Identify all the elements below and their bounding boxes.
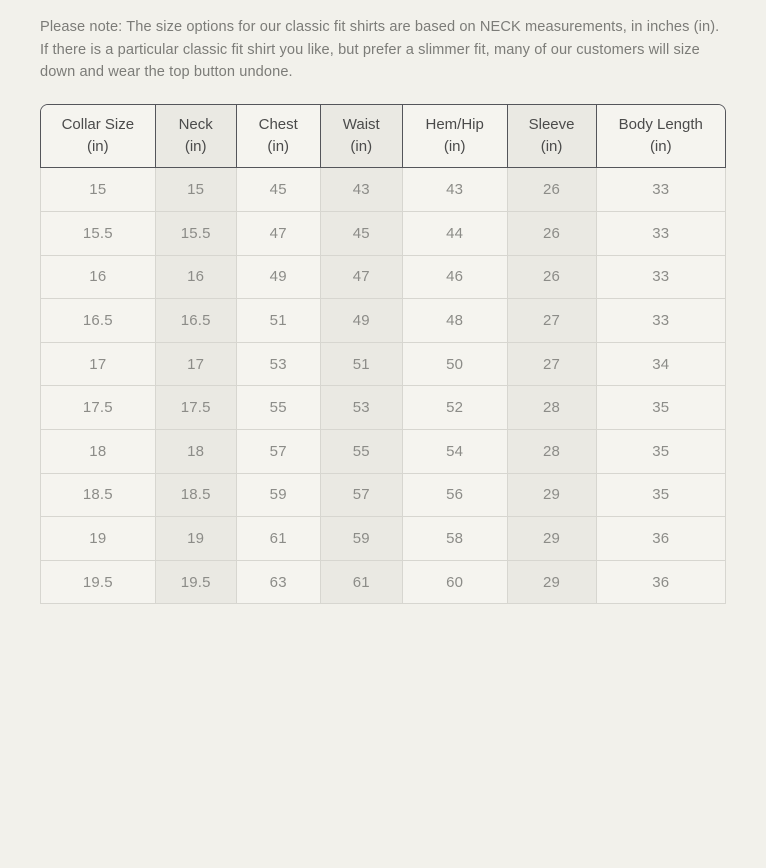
table-row (41, 255, 725, 299)
table-cell: 49 (237, 256, 321, 299)
table-cell: 35 (597, 386, 725, 429)
column-label: Chest (258, 115, 298, 133)
table-cell: 53 (237, 343, 321, 386)
column-unit: (in) (86, 137, 109, 155)
table-row (41, 516, 725, 560)
table-cell: 56 (403, 474, 508, 517)
table-cell: 36 (597, 517, 725, 560)
table-cell: 43 (321, 168, 403, 212)
table-cell: 33 (597, 299, 725, 342)
table-cell: 54 (403, 430, 508, 473)
table-cell: 19.5 (41, 561, 156, 604)
size-chart-table (40, 104, 726, 605)
column-unit: (in) (184, 137, 207, 155)
column-label: Sleeve (528, 115, 575, 133)
table-cell: 34 (597, 343, 725, 386)
table-cell: 26 (508, 212, 597, 255)
column-unit: (in) (267, 137, 290, 155)
column-label: Waist (342, 115, 380, 133)
table-cell: 15 (156, 168, 237, 212)
table-cell: 45 (237, 168, 321, 212)
table-cell: 47 (321, 256, 403, 299)
table-cell: 58 (403, 517, 508, 560)
column-header-waist (321, 105, 403, 167)
table-cell: 26 (508, 168, 597, 212)
table-cell: 28 (508, 386, 597, 429)
table-cell: 18.5 (41, 474, 156, 517)
table-cell: 18.5 (156, 474, 237, 517)
table-cell: 44 (403, 212, 508, 255)
table-cell: 27 (508, 343, 597, 386)
table-cell: 29 (508, 474, 597, 517)
table-cell: 18 (41, 430, 156, 473)
table-cell: 49 (321, 299, 403, 342)
table-cell: 15.5 (41, 212, 156, 255)
table-row (41, 211, 725, 255)
table-cell: 51 (321, 343, 403, 386)
table-cell: 50 (403, 343, 508, 386)
table-cell: 15 (41, 168, 156, 212)
table-cell: 61 (237, 517, 321, 560)
table-cell: 63 (237, 561, 321, 604)
table-cell: 33 (597, 168, 725, 212)
size-note: Please note: The size options for our classic fit shirts are based on NECK measurements, in inches (in). If there is a particular classic fit shirt you like, but prefer a slimmer fit, many of our customers will size down and wear the top button undone. (40, 19, 720, 80)
table-cell: 35 (597, 430, 725, 473)
table-row (41, 560, 725, 604)
table-cell: 26 (508, 256, 597, 299)
column-unit: (in) (350, 137, 373, 155)
table-cell: 19 (156, 517, 237, 560)
table-cell: 15.5 (156, 212, 237, 255)
column-header-sleeve (508, 105, 597, 167)
column-unit: (in) (649, 137, 672, 155)
table-cell: 17.5 (156, 386, 237, 429)
table-cell: 27 (508, 299, 597, 342)
table-cell: 19 (41, 517, 156, 560)
table-row (41, 168, 725, 212)
table-cell: 52 (403, 386, 508, 429)
table-cell: 17 (41, 343, 156, 386)
column-header-chest (237, 105, 321, 167)
table-cell: 16 (41, 256, 156, 299)
column-unit: (in) (443, 137, 466, 155)
table-row (41, 298, 725, 342)
table-cell: 59 (237, 474, 321, 517)
table-cell: 33 (597, 256, 725, 299)
table-cell: 60 (403, 561, 508, 604)
table-row (41, 429, 725, 473)
table-row (41, 473, 725, 517)
table-cell: 35 (597, 474, 725, 517)
column-label: Collar Size (61, 115, 135, 133)
table-cell: 17 (156, 343, 237, 386)
table-cell: 48 (403, 299, 508, 342)
table-cell: 57 (321, 474, 403, 517)
table-cell: 29 (508, 517, 597, 560)
table-row (41, 385, 725, 429)
table-cell: 46 (403, 256, 508, 299)
table-cell: 51 (237, 299, 321, 342)
column-unit: (in) (540, 137, 563, 155)
table-row (41, 342, 725, 386)
column-header-hem-hip (403, 105, 508, 167)
table-header-row (40, 104, 726, 168)
table-cell: 61 (321, 561, 403, 604)
table-cell: 59 (321, 517, 403, 560)
table-cell: 16.5 (41, 299, 156, 342)
table-cell: 47 (237, 212, 321, 255)
table-cell: 33 (597, 212, 725, 255)
table-cell: 55 (237, 386, 321, 429)
table-cell: 45 (321, 212, 403, 255)
table-cell: 17.5 (41, 386, 156, 429)
table-cell: 43 (403, 168, 508, 212)
table-cell: 57 (237, 430, 321, 473)
table-cell: 16.5 (156, 299, 237, 342)
table-cell: 55 (321, 430, 403, 473)
table-cell: 18 (156, 430, 237, 473)
column-header-neck (156, 105, 237, 167)
table-cell: 53 (321, 386, 403, 429)
table-cell: 19.5 (156, 561, 237, 604)
column-header-collar-size (41, 105, 156, 167)
table-cell: 16 (156, 256, 237, 299)
table-body (40, 168, 726, 605)
column-label: Neck (178, 115, 213, 133)
table-cell: 29 (508, 561, 597, 604)
table-cell: 28 (508, 430, 597, 473)
column-label: Body Length (618, 115, 703, 133)
column-label: Hem/Hip (425, 115, 484, 133)
table-cell: 36 (597, 561, 725, 604)
column-header-body-length (597, 105, 725, 167)
